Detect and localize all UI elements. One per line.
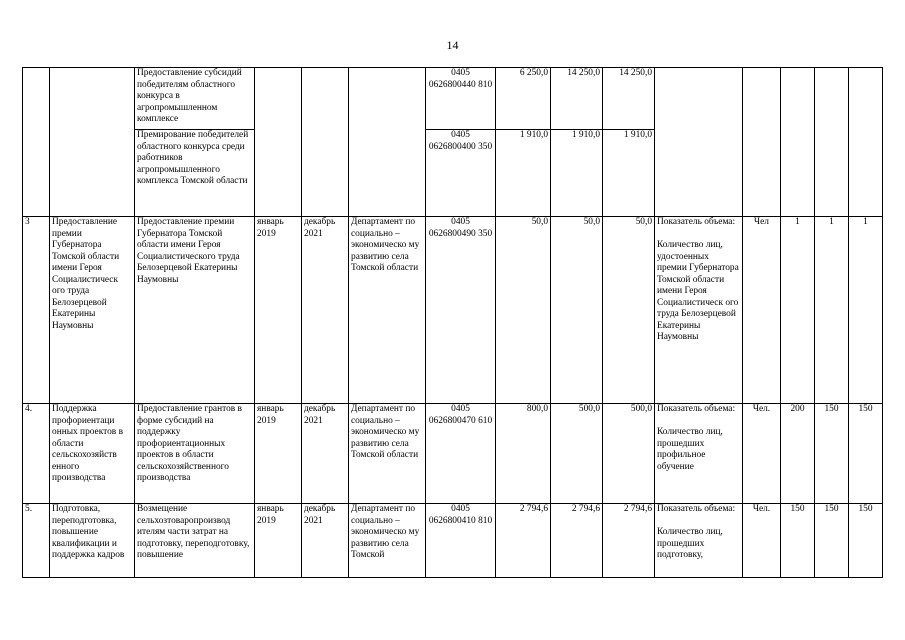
end-cell	[302, 68, 349, 217]
unit-cell: Чел.	[743, 404, 781, 504]
value-2021-cell: 14 250,0	[603, 68, 655, 130]
value-2020-cell: 50,0	[551, 217, 603, 404]
indicator-2021-cell: 150	[849, 404, 883, 504]
unit-cell	[743, 68, 781, 217]
indicator-2019-cell: 150	[781, 504, 815, 578]
event-cell: Предоставление грантов в форме субсидий на поддержку профориентационных проектов в области сельскохозяйственного производства	[135, 404, 255, 504]
end-text: декабрь 2021	[304, 504, 336, 526]
task-cell: Предоставление премии Губернатора Томской области имени Героя Социалистическ ого труда Белозерцевой Екатерины Наумовны	[50, 217, 135, 404]
number-cell: 4.	[23, 404, 50, 504]
task-cell	[50, 68, 135, 217]
executor-cell: Департамент по социально – экономическо му развитию села Томской области	[349, 404, 426, 504]
table-row	[23, 217, 883, 404]
value-2019-cell: 6 250,0	[496, 68, 551, 130]
value-2021-cell: 2 794,6	[603, 504, 655, 578]
end-cell	[302, 504, 349, 578]
task-cell	[50, 504, 135, 578]
value-2019-cell: 800,0	[496, 404, 551, 504]
start-text: январь 2019	[257, 504, 284, 526]
value-2019-cell: 1 910,0	[496, 130, 551, 217]
indicator-text: Показатель объема: Количество лиц, прошедших подготовку,	[657, 504, 736, 560]
table-row	[23, 404, 883, 504]
indicator-2021-cell	[849, 68, 883, 217]
value-2021-cell: 1 910,0	[603, 130, 655, 217]
indicator-2021-cell: 150	[849, 504, 883, 578]
task-cell: Поддержка профориентаци онных проектов в области сельскохозяйств енного производства	[50, 404, 135, 504]
event-text: Возмещение сельхозтоваропроизвод ителям части затрат на подготовку, переподготовку, повышение	[137, 504, 250, 560]
start-cell	[255, 504, 302, 578]
start-cell: январь 2019	[255, 217, 302, 404]
event-cell: Премирование победителей областного конкурса среди работников агропромышленного комплекса Томской области	[135, 130, 255, 217]
page-number: 14	[446, 38, 459, 52]
indicator-2019-cell	[781, 68, 815, 217]
event-cell: Предоставление премии Губернатора Томской области имени Героя Социалистического труда Белозерцевой Екатерины Наумовны	[135, 217, 255, 404]
value-2020-cell: 500,0	[551, 404, 603, 504]
unit-cell: Чел	[743, 217, 781, 404]
budget-code-cell: 0405 0626800440 810	[426, 68, 496, 130]
value-2021-cell: 500,0	[603, 404, 655, 504]
number-cell	[23, 504, 50, 578]
budget-code-cell: 0405 0626800400 350	[426, 130, 496, 217]
executor-cell	[349, 504, 426, 578]
indicator-2020-cell: 150	[815, 404, 849, 504]
budget-code-cell: 0405 0626800410 810	[426, 504, 496, 578]
table-row	[23, 68, 883, 130]
indicator-2020-cell: 150	[815, 504, 849, 578]
indicator-cell: Показатель объема: Количество лиц, прошедших профильное обучение	[655, 404, 743, 504]
event-cell	[135, 504, 255, 578]
indicator-cell: Показатель объема: Количество лиц, удостоенных премии Губернатора Томской области имени Героя Социалистическ ого труда Белозерцевой Екатерины Наумовны	[655, 217, 743, 404]
budget-code-cell: 0405 0626800490 350	[426, 217, 496, 404]
executor-cell: Департамент по социально – экономическо му развитию села Томской области	[349, 217, 426, 404]
indicator-cell	[655, 504, 743, 578]
task-text: Подготовка, переподготовка, повышение квалификации и поддержка кадров	[52, 504, 125, 560]
indicator-2021-cell: 1	[849, 217, 883, 404]
value-2020-cell: 2 794,6	[551, 504, 603, 578]
program-table	[22, 67, 883, 578]
start-cell	[255, 68, 302, 217]
indicator-2020-cell	[815, 68, 849, 217]
value-2020-cell: 1 910,0	[551, 130, 603, 217]
value-2020-cell: 14 250,0	[551, 68, 603, 130]
end-cell: декабрь 2021	[302, 217, 349, 404]
indicator-2019-cell: 1	[781, 217, 815, 404]
end-cell: декабрь 2021	[302, 404, 349, 504]
unit-cell: Чел.	[743, 504, 781, 578]
indicator-cell	[655, 68, 743, 217]
event-cell: Предоставление субсидий победителям областного конкурса в агропромышленном комплексе	[135, 68, 255, 130]
value-2019-cell: 50,0	[496, 217, 551, 404]
value-2019-cell: 2 794,6	[496, 504, 551, 578]
indicator-2019-cell: 200	[781, 404, 815, 504]
number-text: 5.	[25, 504, 33, 514]
table-row	[23, 504, 883, 578]
executor-text: Департамент по социально – экономическо му развитию села Томской	[351, 504, 420, 560]
executor-cell	[349, 68, 426, 217]
number-cell	[23, 68, 50, 217]
number-cell: 3	[23, 217, 50, 404]
start-cell: январь 2019	[255, 404, 302, 504]
value-2021-cell: 50,0	[603, 217, 655, 404]
indicator-2020-cell: 1	[815, 217, 849, 404]
budget-code-cell: 0405 0626800470 610	[426, 404, 496, 504]
